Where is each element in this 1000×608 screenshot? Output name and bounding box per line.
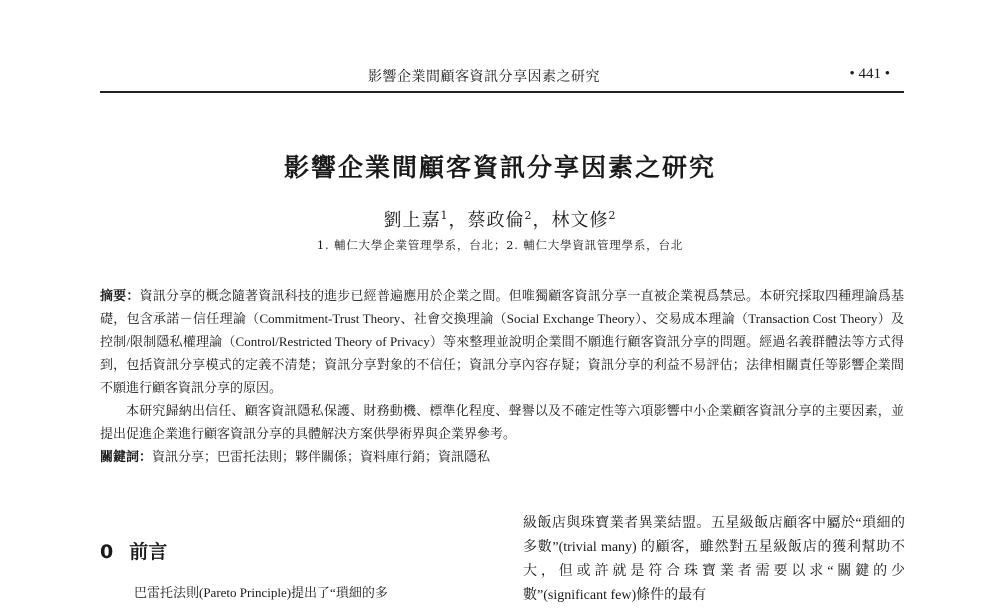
section-number: 0 (100, 541, 114, 563)
author-affiliation-mark: 2 (608, 209, 617, 222)
abstract-paragraph: 本研究歸納出信任、顧客資訊隱私保護、財務動機、標準化程度、聲譽以及不確定性等六項影響中小企業顧客資訊分享的主要因素，並提出促進企業進行顧客資訊分享的具體解決方案供學術界與企業界參考。 (100, 403, 904, 441)
author-separator: ， (532, 210, 552, 231)
author-affiliation-mark: 1 (440, 209, 449, 222)
body-text-left-column: 巴雷托法則(Pareto Principle)提出了“瑣細的多 (134, 585, 388, 600)
keywords-label: 關鍵詞： (100, 449, 153, 464)
keywords (100, 445, 904, 468)
abstract-paragraph (100, 284, 904, 399)
author-name: 蔡政倫 (467, 210, 525, 231)
author-list (0, 206, 1000, 232)
running-header (100, 66, 904, 90)
paper-title: 影響企業間顧客資訊分享因素之研究 (283, 153, 716, 182)
author-separator: ， (448, 210, 468, 231)
body-text-right-column (523, 512, 905, 608)
affiliations: 1. 輔仁大學企業管理學系，台北；2. 輔仁大學資訊管理學系，台北 (316, 238, 684, 252)
abstract (100, 284, 904, 468)
author-name: 林文修 (551, 210, 609, 231)
page-number: • 441 • (849, 66, 890, 82)
abstract-label: 摘要： (100, 288, 140, 303)
author-name: 劉上嘉 (383, 210, 441, 231)
author-affiliation-mark: 2 (524, 209, 533, 222)
section-title: 前言 (129, 541, 168, 563)
running-title: 影響企業間顧客資訊分享因素之研究 (368, 69, 600, 85)
header-rule (100, 91, 904, 93)
keywords-text: 資訊分享；巴雷托法則；夥伴關係；資料庫行銷；資訊隱私 (152, 449, 491, 464)
abstract-text: 資訊分享的概念隨著資訊科技的進步已經普遍應用於企業之間。但唯獨顧客資訊分享一直被企業視爲禁忌。本研究採取四種理論爲基礎，包含承諾－信任理論（Commitment-Trust Theory、社會交換理論（Social Exchange Theory）、交易成本理論（Transaction Cost Theory）及控制/限制隱私權理論（Control/Restricted Theory of Privacy）等來整理並說明企業間不願進行顧客資訊分享的問題。經過名義群體法等方式得到，包括資訊分享模式的定義不清楚；資訊分享對象的不信任；資訊分享內容存疑；資訊分享的利益不易評估；法律相關責任等影響企業間不願進行顧客資訊分享的原因。 (100, 288, 904, 395)
body-paragraph: 級飯店與珠寶業者異業結盟。五星級飯店顧客中屬於“瑣細的多數”(trivial many) 的顧客，雖然對五星級飯店的獲利幫助不大，但或許就是符合珠寶業者需要以求“關鍵的少數”(significant few)條件的最有 (523, 516, 905, 603)
section-heading (100, 537, 167, 564)
